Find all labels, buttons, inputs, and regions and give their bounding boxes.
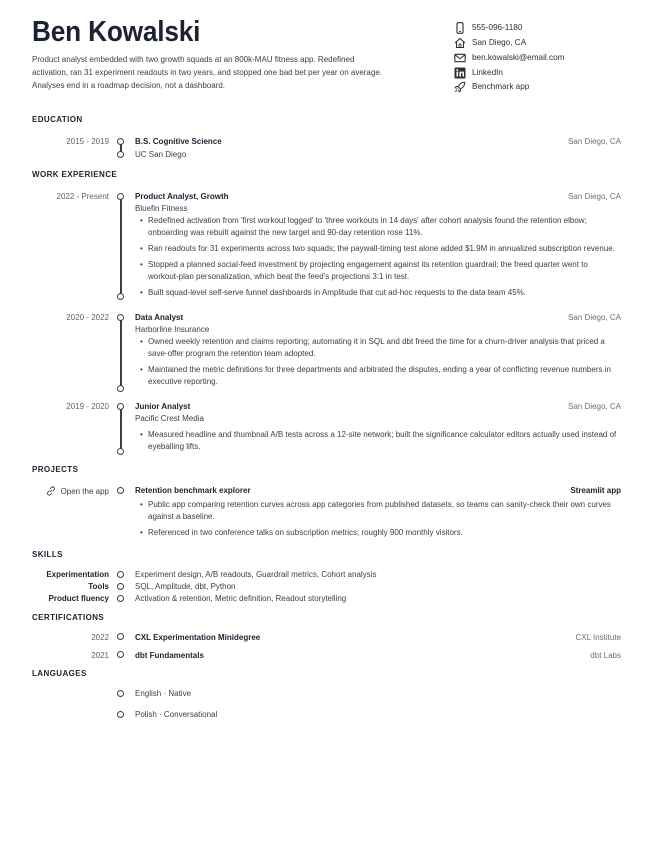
linkedin-text[interactable]: LinkedIn	[472, 68, 503, 77]
contact-email[interactable]	[454, 51, 634, 64]
timeline-dot	[117, 385, 124, 392]
timeline-dot	[117, 487, 124, 494]
job-company: Pacific Crest Media	[135, 414, 204, 423]
cert-issuer: CXL Institute	[575, 633, 621, 642]
skill-value: Experiment design, A/B readouts, Guardrail metrics, Cohort analysis	[135, 570, 377, 579]
job-bullet: • Redefined activation from 'first workout logged' to 'three workouts in 14 days' after cohort analysis found the retention elbow; onboarding was rebuilt against the new target and 90-day retention rose 11%.	[140, 215, 620, 239]
project-bullet: • Public app comparing retention curves across app categories from published datasets, so teams can sanity-check their own curves against a baseline.	[140, 499, 620, 523]
timeline-dot	[117, 151, 124, 158]
link-icon	[46, 486, 56, 496]
job-location: San Diego, CA	[568, 192, 621, 201]
timeline-dot	[117, 633, 124, 640]
timeline-line	[120, 199, 122, 294]
skill-label: Tools	[88, 582, 109, 591]
timeline-line	[120, 320, 122, 386]
section-title-education: EDUCATION	[32, 115, 83, 124]
job-title: Product Analyst, Growth	[135, 192, 229, 201]
contact-linkedin[interactable]	[454, 66, 634, 79]
job-dates: 2022 - Present	[56, 192, 109, 201]
candidate-name: Ben Kowalski	[32, 16, 201, 48]
timeline-dot	[117, 690, 124, 697]
section-title-certifications: CERTIFICATIONS	[32, 613, 105, 622]
job-bullet: • Maintained the metric definitions for three departments and arbitrated the disputes, ending a year of conflicting revenue numbers in executive reporting.	[140, 364, 620, 388]
education-school: UC San Diego	[135, 150, 187, 159]
education-location: San Diego, CA	[568, 137, 621, 146]
language-item: English · Native	[135, 689, 192, 698]
project-tech: Streamlit app	[570, 486, 621, 495]
timeline-dot	[117, 583, 124, 590]
project-link[interactable]	[46, 486, 109, 496]
job-company: Harborline Insurance	[135, 325, 210, 334]
skill-value: Activation & retention, Metric definition, Readout storytelling	[135, 594, 347, 603]
project-link-text[interactable]: Open the app	[60, 486, 109, 496]
job-dates: 2020 - 2022	[66, 313, 109, 322]
job-dates: 2019 - 2020	[66, 402, 109, 411]
education-dates: 2015 - 2019	[66, 137, 109, 146]
cert-name: dbt Fundamentals	[135, 651, 204, 660]
job-bullet: • Built squad-level self-serve funnel dashboards in Amplitude that cut ad-hoc requests to the data team 45%.	[140, 287, 620, 299]
job-bullet: • Measured headline and thumbnail A/B tests across a 12-site network; built the significance calculator editors actually used instead of eyeballing lifts.	[140, 429, 620, 453]
job-company: Bluefin Fitness	[135, 204, 188, 213]
section-title-work: WORK EXPERIENCE	[32, 170, 118, 179]
rocket-icon	[454, 81, 466, 93]
skill-label: Experimentation	[46, 570, 109, 579]
timeline-dot	[117, 651, 124, 658]
job-bullet: • Owned weekly retention and claims reporting; automating it in SQL and dbt freed the time for a churn-driver analysis that priced a save-offer program the retention team adopted.	[140, 336, 620, 360]
section-title-projects: PROJECTS	[32, 465, 79, 474]
summary: Product analyst embedded with two growth squads at an 800k-MAU fitness app. Redefined activation, ran 31 experiment readouts in two years, and stopped one bad bet per year on average. Analyses end in a roadmap decision, not a dashboard.	[32, 55, 382, 90]
job-title: Data Analyst	[135, 313, 184, 322]
job-location: San Diego, CA	[568, 402, 621, 411]
skill-label: Product fluency	[48, 594, 109, 603]
language-item: Polish · Conversational	[135, 710, 218, 719]
home-icon	[454, 37, 466, 49]
timeline-dot	[117, 595, 124, 602]
cert-name: CXL Experimentation Minidegree	[135, 633, 261, 642]
job-title: Junior Analyst	[135, 402, 191, 411]
skill-value: SQL, Amplitude, dbt, Python	[135, 582, 236, 591]
cert-year: 2021	[91, 651, 109, 660]
job-bullet: • Stopped a planned social-feed investment by projecting engagement against its retention guardrail; the freed quarter went to workout-plan personalization, which beat the feed's projections 3:1 in test.	[140, 259, 620, 283]
phone-icon	[454, 22, 466, 34]
timeline-dot	[117, 571, 124, 578]
section-title-languages: LANGUAGES	[32, 669, 87, 678]
job-bullet: • Ran readouts for 31 experiments across two squads; the paywall-timing test alone added $1.9M in annualized subscription revenue.	[140, 243, 620, 255]
timeline-dot	[117, 448, 124, 455]
benchmark-text[interactable]: Benchmark app	[472, 82, 530, 91]
education-degree: B.S. Cognitive Science	[135, 137, 222, 146]
project-bullet: • Referenced in two conference talks on subscription metrics; roughly 900 monthly visitors.	[140, 527, 620, 539]
timeline-dot	[117, 293, 124, 300]
cert-issuer: dbt Labs	[590, 651, 621, 660]
linkedin-icon	[454, 67, 466, 79]
email-text[interactable]: ben.kowalski@email.com	[472, 53, 565, 62]
phone-text: 555-096-1180	[472, 23, 523, 32]
contact-benchmark[interactable]	[454, 80, 634, 93]
job-location: San Diego, CA	[568, 313, 621, 322]
section-title-skills: SKILLS	[32, 550, 63, 559]
contact-phone	[454, 21, 634, 34]
contact-location	[454, 36, 634, 49]
cert-year: 2022	[91, 633, 109, 642]
timeline-line	[120, 409, 122, 449]
timeline-dot	[117, 711, 124, 718]
project-title: Retention benchmark explorer	[135, 486, 251, 495]
mail-icon	[454, 52, 466, 64]
location-text: San Diego, CA	[472, 38, 527, 47]
